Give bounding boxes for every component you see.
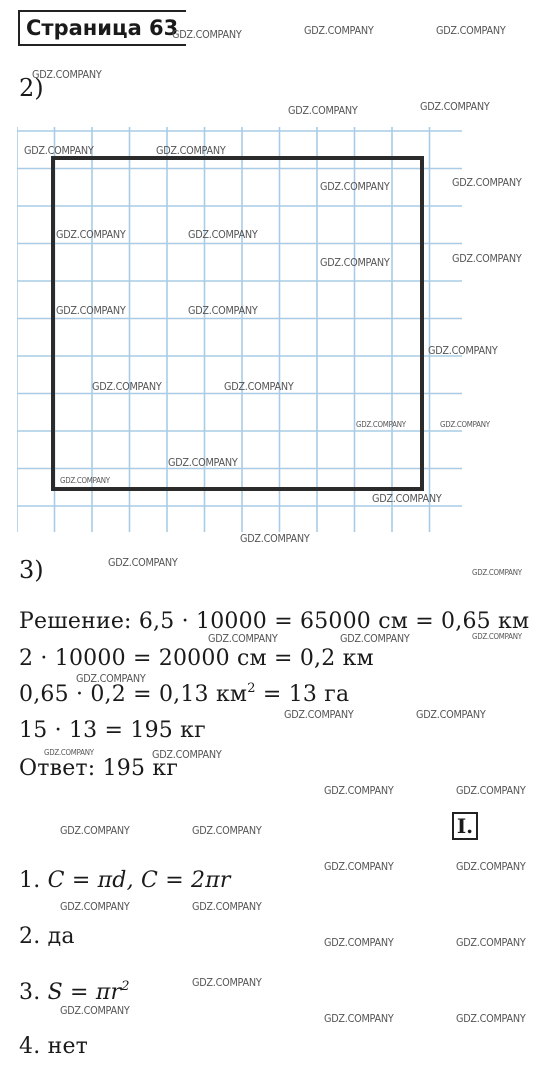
watermark: GDZ.COMPANY xyxy=(172,28,242,41)
grid-drawing xyxy=(17,127,462,532)
item-1 xyxy=(19,868,231,893)
item-3-number: 3. xyxy=(19,980,48,1005)
watermark: GDZ.COMPANY xyxy=(472,632,522,641)
item-4: 4. нет xyxy=(19,1034,89,1059)
section-marker: I. xyxy=(452,812,478,840)
watermark: GDZ.COMPANY xyxy=(76,672,146,685)
watermark: GDZ.COMPANY xyxy=(416,708,486,721)
watermark: GDZ.COMPANY xyxy=(240,532,310,545)
solution-line-4: 15 · 13 = 195 кг xyxy=(19,718,206,743)
watermark: GDZ.COMPANY xyxy=(156,144,226,157)
watermark: GDZ.COMPANY xyxy=(324,860,394,873)
item-3-exponent: 2 xyxy=(121,979,130,994)
watermark: GDZ.COMPANY xyxy=(452,176,522,189)
watermark: GDZ.COMPANY xyxy=(372,492,442,505)
watermark: GDZ.COMPANY xyxy=(340,632,410,645)
watermark: GDZ.COMPANY xyxy=(472,568,522,577)
item-1-formula: C = πd, C = 2πr xyxy=(47,868,231,893)
watermark: GDZ.COMPANY xyxy=(320,180,390,193)
watermark: GDZ.COMPANY xyxy=(356,420,406,429)
watermark: GDZ.COMPANY xyxy=(56,304,126,317)
page-title: Страница 63 xyxy=(18,10,186,46)
watermark: GDZ.COMPANY xyxy=(288,104,358,117)
watermark: GDZ.COMPANY xyxy=(188,304,258,317)
watermark: GDZ.COMPANY xyxy=(456,1012,526,1025)
item-1-number: 1. xyxy=(19,868,48,893)
watermark: GDZ.COMPANY xyxy=(320,256,390,269)
watermark: GDZ.COMPANY xyxy=(324,936,394,949)
watermark: GDZ.COMPANY xyxy=(224,380,294,393)
task-2-label: 2) xyxy=(19,74,44,102)
watermark: GDZ.COMPANY xyxy=(208,632,278,645)
watermark: GDZ.COMPANY xyxy=(60,824,130,837)
watermark: GDZ.COMPANY xyxy=(436,24,506,37)
rectangle-figure xyxy=(53,158,422,489)
watermark: GDZ.COMPANY xyxy=(452,252,522,265)
solution-line-3 xyxy=(19,682,349,707)
watermark: GDZ.COMPANY xyxy=(152,748,222,761)
watermark: GDZ.COMPANY xyxy=(60,1004,130,1017)
watermark: GDZ.COMPANY xyxy=(420,100,490,113)
watermark: GDZ.COMPANY xyxy=(284,708,354,721)
task-3-label: 3) xyxy=(19,556,44,584)
solution-line-3-main: 0,65 · 0,2 = 0,13 км xyxy=(19,682,248,707)
watermark: GDZ.COMPANY xyxy=(304,24,374,37)
solution-line-2: 2 · 10000 = 20000 см = 0,2 км xyxy=(19,646,374,671)
item-3 xyxy=(19,980,130,1005)
watermark: GDZ.COMPANY xyxy=(440,420,490,429)
item-2: 2. да xyxy=(19,924,75,949)
watermark: GDZ.COMPANY xyxy=(456,784,526,797)
watermark: GDZ.COMPANY xyxy=(60,476,110,485)
grid-lines xyxy=(17,127,462,532)
watermark: GDZ.COMPANY xyxy=(192,976,262,989)
watermark: GDZ.COMPANY xyxy=(92,380,162,393)
watermark: GDZ.COMPANY xyxy=(192,900,262,913)
watermark: GDZ.COMPANY xyxy=(456,936,526,949)
solution-line-1: Решение: 6,5 · 10000 = 65000 см = 0,65 км xyxy=(19,609,530,634)
watermark: GDZ.COMPANY xyxy=(60,900,130,913)
watermark: GDZ.COMPANY xyxy=(324,1012,394,1025)
watermark: GDZ.COMPANY xyxy=(188,228,258,241)
item-3-formula: S = πr xyxy=(47,980,122,1005)
watermark: GDZ.COMPANY xyxy=(56,228,126,241)
watermark: GDZ.COMPANY xyxy=(108,556,178,569)
answer-line: Ответ: 195 кг xyxy=(19,756,179,781)
watermark: GDZ.COMPANY xyxy=(192,824,262,837)
solution-line-3-exponent: 2 xyxy=(247,681,256,696)
watermark: GDZ.COMPANY xyxy=(44,748,94,757)
solution-line-3-tail: = 13 га xyxy=(255,682,350,707)
watermark: GDZ.COMPANY xyxy=(456,860,526,873)
watermark: GDZ.COMPANY xyxy=(324,784,394,797)
watermark: GDZ.COMPANY xyxy=(32,68,102,81)
watermark: GDZ.COMPANY xyxy=(24,144,94,157)
watermark: GDZ.COMPANY xyxy=(168,456,238,469)
watermark: GDZ.COMPANY xyxy=(428,344,498,357)
